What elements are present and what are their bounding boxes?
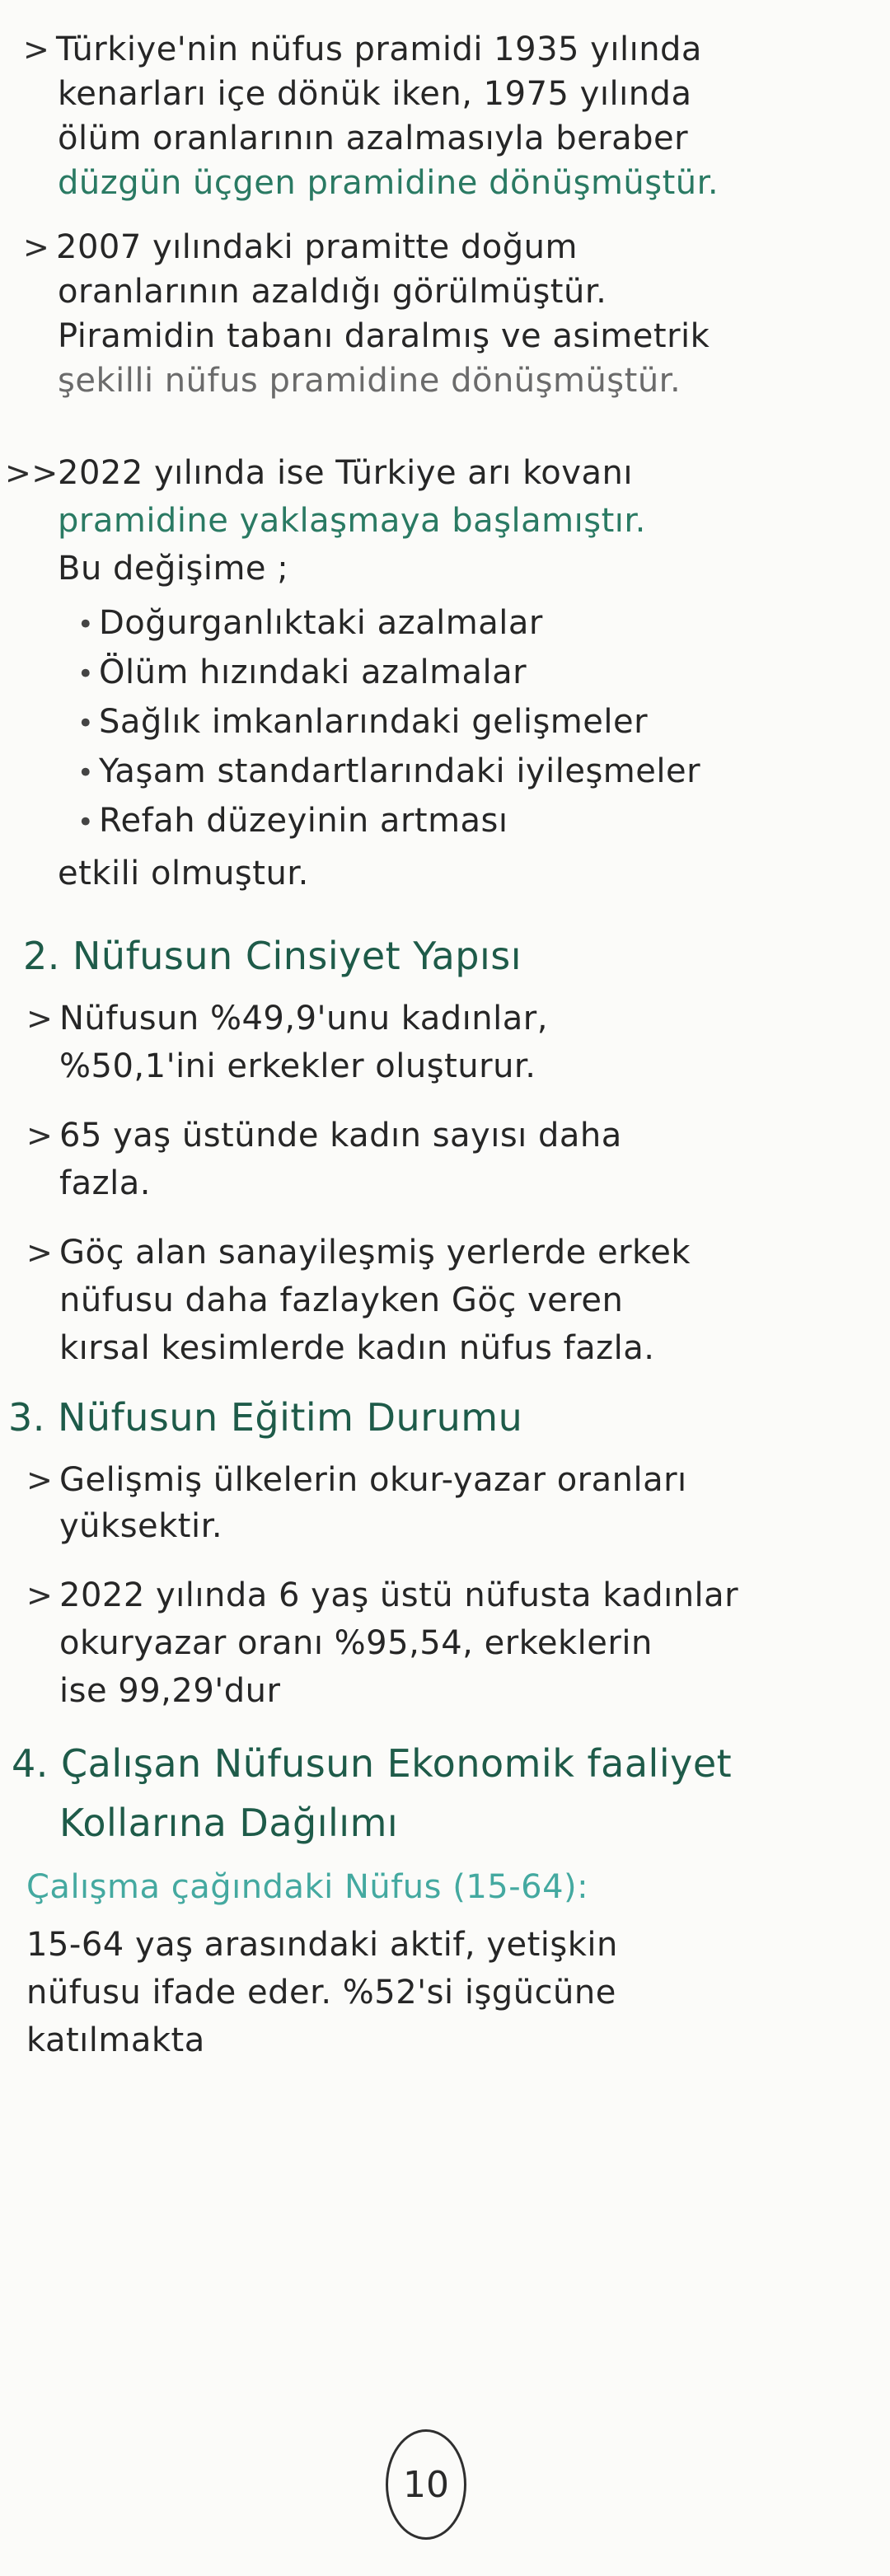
line-text: pramidine yaklaşmaya başlamıştır. [58,502,646,540]
arrow-bullet-icon: > [23,229,50,265]
section-3-title [8,1393,522,1442]
page-number-text: 10 [403,2463,449,2506]
section-4-line-3 [26,1971,616,2014]
line-text: Piramidin tabanı daralmış ve asimetrik [58,317,710,355]
line-text: Bu değişime ; [58,550,289,588]
line-17 [58,852,309,895]
line-text: kenarları içe dönük iken, 1975 yılında [58,75,692,113]
line-10 [58,499,646,542]
line-13 [73,651,527,696]
line-text: Göç alan sanayileşmiş yerlerde erkek [59,1234,691,1272]
line-4 [58,162,719,204]
section-4-line-1 [26,1866,588,1909]
section-3-line-4 [59,1622,653,1665]
section-2-line-2 [59,1045,536,1088]
arrow-bullet-icon: > [26,1000,54,1037]
line-text: yüksektir. [59,1507,223,1545]
section-2-line-4 [59,1162,151,1205]
line-14 [73,700,648,745]
line-1 [23,28,702,71]
section-4-title-text: 4. Çalışan Nüfusun Ekonomik faaliyet [12,1741,733,1786]
section-2-line-7 [59,1327,655,1370]
line-3 [58,117,688,160]
dot-bullet-icon: • [77,658,95,691]
line-text: şekilli nüfus pramidine dönüşmüştür. [58,362,682,400]
line-text: kırsal kesimlerde kadın nüfus fazla. [59,1329,655,1367]
line-text: fazla. [59,1164,151,1202]
arrow-bullet-icon: > [26,1117,54,1154]
line-text: ölüm oranlarının azalmasıyla beraber [58,119,689,157]
line-text: Türkiye'nin nüfus pramidi 1935 yılında [56,30,702,68]
dot-bullet-icon: • [77,707,95,740]
line-text: Çalışma çağındaki Nüfus (15-64): [26,1868,589,1906]
line-text: Sağlık imkanlarındaki gelişmeler [99,703,649,741]
line-text: %50,1'ini erkekler oluşturur. [59,1047,536,1085]
section-3-line-3 [26,1574,738,1617]
line-6 [58,270,607,313]
line-text: nüfusu ifade eder. %52'si işgücüne [26,1974,616,2012]
line-text: oranlarının azaldığı görülmüştür. [58,273,607,311]
line-text: 2007 yılındaki pramitte doğum [56,228,578,266]
section-3-line-5 [59,1670,280,1712]
section-4-title-line-2 [59,1798,398,1848]
section-2-line-5 [26,1231,691,1274]
arrow-bullet-icon: > [26,1234,54,1271]
line-text: düzgün üçgen pramidine dönüşmüştür. [58,164,719,202]
line-text: Gelişmiş ülkelerin okur-yazar oranları [59,1461,687,1499]
line-text: 15-64 yaş arasındaki aktif, yetişkin [26,1926,618,1964]
line-text: 2022 yılında ise Türkiye arı kovanı [58,454,633,492]
double-arrow-bullet-icon: >> [5,455,59,491]
section-4-line-4 [26,2019,205,2062]
line-2 [58,73,691,115]
line-text: Refah düzeyinin artması [99,802,508,840]
line-text: okuryazar oranı %95,54, erkeklerin [59,1624,653,1662]
line-8 [58,359,681,402]
section-2-line-3 [26,1114,622,1157]
arrow-bullet-icon: > [26,1577,54,1614]
line-text: Nüfusun %49,9'unu kadınlar, [59,1000,548,1037]
dot-bullet-icon: • [77,608,95,641]
section-4-line-2 [26,1923,618,1966]
line-text: Yaşam standartlarındaki iyileşmeler [99,752,701,790]
line-text: nüfusu daha fazlayken Göç veren [59,1281,624,1319]
page-number [386,2429,466,2540]
line-text: 2022 yılında 6 yaş üstü nüfusta kadınlar [59,1576,739,1614]
section-3-title-text: 3. Nüfusun Eğitim Durumu [8,1395,523,1440]
section-4-title-line-1 [12,1739,732,1788]
line-text: 65 yaş üstünde kadın sayısı daha [59,1117,622,1155]
line-text: Ölüm hızındaki azalmalar [99,653,527,691]
line-text: katılmakta [26,2021,205,2059]
line-12 [73,602,543,646]
line-text: Doğurganlıktaki azalmalar [99,604,543,642]
section-3-line-1 [26,1459,687,1501]
line-5 [23,226,578,269]
line-15 [73,750,700,794]
arrow-bullet-icon: > [26,1462,54,1498]
line-text: etkili olmuştur. [58,855,309,892]
section-4-title-text: Kollarına Dağılımı [59,1801,399,1845]
section-2-line-6 [59,1279,623,1322]
arrow-bullet-icon: > [23,31,50,68]
dot-bullet-icon: • [77,756,95,789]
line-9 [5,452,633,494]
section-2-line-1 [26,997,548,1040]
dot-bullet-icon: • [77,806,95,839]
section-2-title [23,931,522,981]
section-3-line-2 [59,1505,222,1548]
line-16 [73,799,508,844]
section-2-title-text: 2. Nüfusun Cinsiyet Yapısı [23,934,522,978]
line-7 [58,315,710,358]
line-11 [58,547,288,590]
line-text: ise 99,29'dur [59,1672,281,1710]
